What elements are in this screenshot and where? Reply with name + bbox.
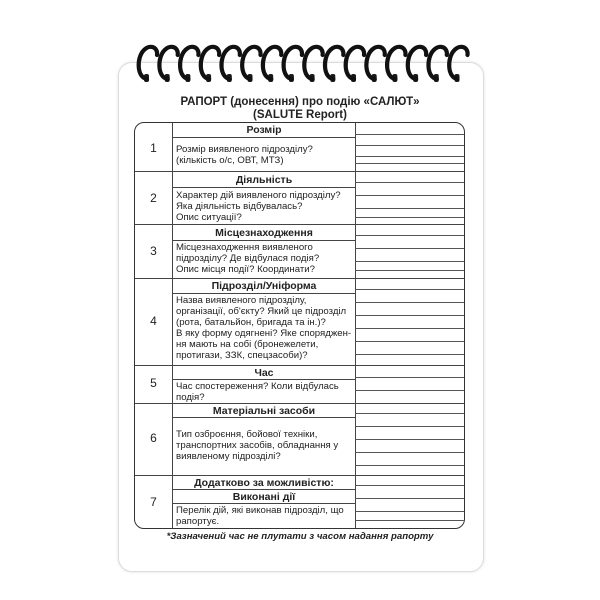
section-number: 6 [150,431,157,445]
binding-coil [159,47,177,79]
section-questions: Назва виявленого підрозділу, організації, об'єкту? Який це підрозділ (рота, батальйон, бригада та ін.)? В яку форму одягнені? Яке споряджен- ня мають на собі (бронежелети, протигази, ЗЗК, спецзасоби)? [176,295,352,361]
answer-line [355,465,465,466]
header-underline [173,293,355,294]
answer-line [355,390,465,391]
answer-line [355,145,465,146]
section-divider [135,365,465,366]
answer-line [355,520,465,521]
section-questions: Час спостереження? Коли відбулась подія? [176,381,339,403]
section-divider [135,224,465,225]
answer-line [355,341,465,342]
section-number: 2 [150,191,157,205]
binding-coil [449,47,467,79]
section-header-additional: Додатково за можливістю: [194,477,334,489]
answer-line [355,217,465,218]
section-questions: Місцезнаходження виявленого підрозділу? Де відбулася подія? Опис місця події? Координати? [176,242,320,275]
section-divider [135,278,465,279]
salute-table [134,122,465,529]
section-header-time: Час [254,367,274,379]
answer-line [355,156,465,157]
binding-coil [366,47,384,79]
binding-coil [325,47,343,79]
binding-coil [428,47,446,79]
answer-line [355,498,465,499]
header-underline [173,379,355,380]
section-number: 4 [150,314,157,328]
answer-line [355,182,465,183]
section-questions: Перелік дій, які виконав підрозділ, що рапортує. [176,505,344,527]
binding-coil [346,47,364,79]
answer-line [355,208,465,209]
answer-line [355,452,465,453]
answer-line [355,235,465,236]
binding-coil [180,47,198,79]
answer-line [355,377,465,378]
report-title: РАПОРТ (донесення) про подію «САЛЮТ» [180,96,420,108]
answer-line [355,413,465,414]
section-header-size: Розмір [246,124,282,136]
section-divider [135,171,465,172]
section-number: 5 [150,376,157,390]
answer-line [355,328,465,329]
binding-coil [408,47,426,79]
answer-line [355,261,465,262]
binding-coil [304,47,322,79]
section-number: 3 [150,244,157,258]
answer-line [355,511,465,512]
report-subtitle: (SALUTE Report) [253,109,347,121]
section-header-activity: Діяльність [235,174,293,186]
section-number: 7 [150,495,157,509]
header-underline [173,489,355,490]
binding-coil [387,47,405,79]
section-header-equipment: Матеріальні засоби [212,405,316,417]
answer-line [355,315,465,316]
spiral-binding [0,0,600,110]
section-number: 1 [150,141,157,155]
section-subheader-actions: Виконані дії [232,491,296,503]
header-underline [173,417,355,418]
footnote: *Зазначений час не плутати з часом надання рапорту [166,531,434,542]
binding-coil [139,47,157,79]
binding-coil [284,47,302,79]
header-underline [173,137,355,138]
section-questions: Розмір виявленого підрозділу? (кількість о/с, ОВТ, МТЗ) [176,144,313,166]
answer-line [355,248,465,249]
section-header-unit: Підрозділ/Уніформа [211,280,317,292]
binding-coil [263,47,281,79]
answer-line [355,485,465,486]
answer-line [355,270,465,271]
header-underline [173,187,355,188]
answer-line [355,439,465,440]
section-questions: Тип озброєння, бойової техніки, транспортних засобів, обладнання у виявленому підрозділі? [176,429,339,462]
section-questions: Характер дій виявленого підрозділу? Яка діяльність відбувалась? Опис ситуації? [176,190,341,223]
answer-line [355,426,465,427]
binding-coil [201,47,219,79]
section-divider [135,475,465,476]
binding-coil [242,47,260,79]
answer-line [355,134,465,135]
answer-line [355,195,465,196]
header-underline [173,503,355,504]
header-underline [173,240,355,241]
section-header-location: Місцезнаходження [215,227,313,239]
answer-line [355,354,465,355]
answer-line [355,289,465,290]
binding-coil [221,47,239,79]
answer-line [355,163,465,164]
answer-line [355,302,465,303]
